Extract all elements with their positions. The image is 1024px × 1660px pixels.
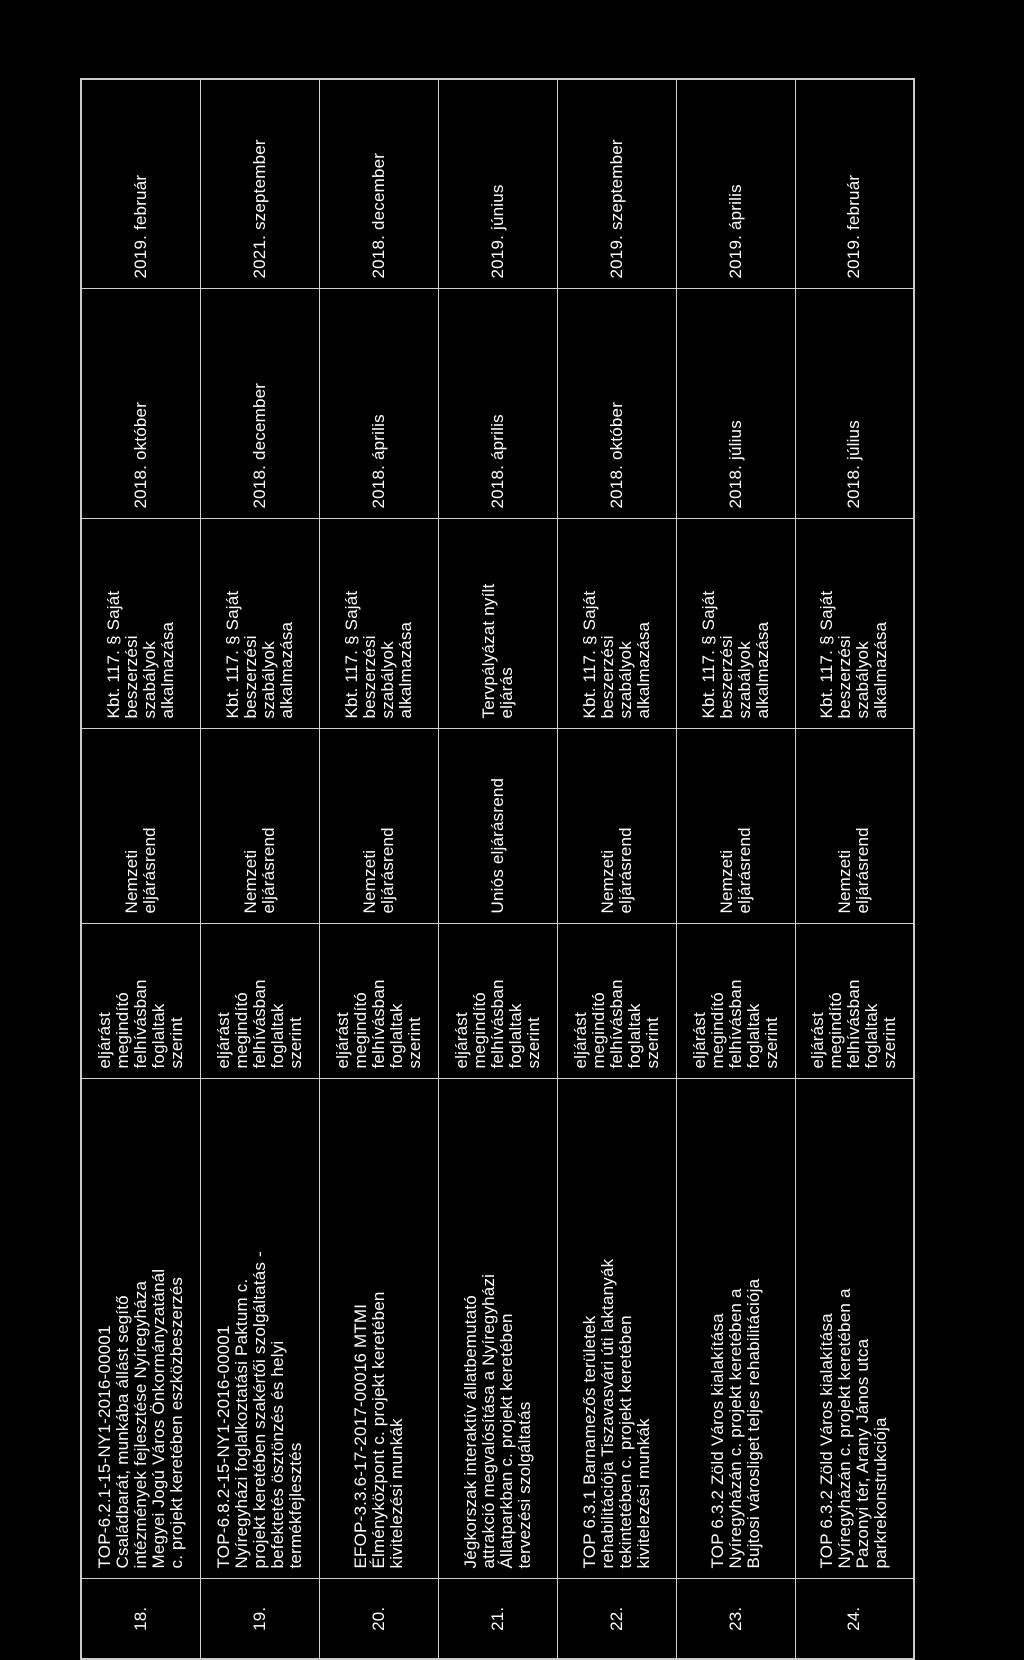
start-date: 2018. július [676, 289, 795, 519]
row-number: 19. [200, 1579, 319, 1659]
row-number: 21. [438, 1579, 557, 1659]
project-name: TOP 6.3.2 Zöld Város kialakítása Nyíregyházán c. projekt keretében a Pazonyi tér, Arany János utca parkrekonstrukciója [795, 1079, 914, 1579]
procedure-regime: Uniós eljárásrend [438, 729, 557, 924]
procedure-basis: eljárást megindító felhívásban foglaltak szerint [200, 924, 319, 1079]
procedure-type: Tervpályázat nyílt eljárás [438, 519, 557, 729]
procedure-regime: Nemzeti eljárásrend [795, 729, 914, 924]
table-row [200, 79, 319, 1659]
table-row [557, 79, 676, 1659]
end-date: 2019. június [438, 79, 557, 289]
end-date: 2019. szeptember [557, 79, 676, 289]
row-number: 20. [319, 1579, 438, 1659]
project-name: TOP-6.2.1-15-NY1-2016-00001 Családbarát, munkába állást segítő intézmények fejlesztése Nyíregyháza Megyei Jogú Város Önkormányzatánál c. projekt keretében eszközbeszerzés [81, 1079, 200, 1579]
procedure-regime: Nemzeti eljárásrend [319, 729, 438, 924]
project-name: TOP 6.3.1 Barnamezős területek rehabilitációja Tiszavasvári úti laktanyák tekintetében c. projekt keretében kivitelezési munkák [557, 1079, 676, 1579]
start-date: 2018. április [319, 289, 438, 519]
procedure-type: Kbt. 117. § Saját beszerzési szabályok alkalmazása [795, 519, 914, 729]
row-number: 24. [795, 1579, 914, 1659]
procedure-basis: eljárást megindító felhívásban foglaltak szerint [81, 924, 200, 1079]
project-name: TOP-6.8.2-15-NY1-2016-00001 Nyíregyházi foglalkoztatási Paktum c. projekt keretében szakértői szolgáltatás - befektetés ösztönzés és helyi termékfejlesztés [200, 1079, 319, 1579]
procedure-regime: Nemzeti eljárásrend [200, 729, 319, 924]
end-date: 2019. február [81, 79, 200, 289]
table-row [676, 79, 795, 1659]
procedure-type: Kbt. 117. § Saját beszerzési szabályok alkalmazása [676, 519, 795, 729]
row-number: 22. [557, 1579, 676, 1659]
table-row [319, 79, 438, 1659]
procedure-basis: eljárást megindító felhívásban foglaltak szerint [557, 924, 676, 1079]
procedure-regime: Nemzeti eljárásrend [557, 729, 676, 924]
end-date: 2018. december [319, 79, 438, 289]
procedure-regime: Nemzeti eljárásrend [676, 729, 795, 924]
procedure-regime: Nemzeti eljárásrend [81, 729, 200, 924]
row-number: 23. [676, 1579, 795, 1659]
start-date: 2018. október [81, 289, 200, 519]
end-date: 2021. szeptember [200, 79, 319, 289]
table-row [438, 79, 557, 1659]
row-number: 18. [81, 1579, 200, 1659]
procurement-table-page [80, 80, 915, 1660]
project-name: Jégkorszak interaktív állatbemutató attrakció megvalósítása a Nyíregyházi Állatparkban c. projekt keretében tervezési szolgáltatás [438, 1079, 557, 1579]
project-name: TOP 6.3.2 Zöld Város kialakítása Nyíregyházán c. projekt keretében a Bujtosi városliget teljes rehabilitációja [676, 1079, 795, 1579]
procurement-table [80, 78, 915, 1660]
procedure-basis: eljárást megindító felhívásban foglaltak szerint [319, 924, 438, 1079]
start-date: 2018. december [200, 289, 319, 519]
procedure-basis: eljárást megindító felhívásban foglaltak szerint [438, 924, 557, 1079]
procedure-type: Kbt. 117. § Saját beszerzési szabályok alkalmazása [81, 519, 200, 729]
table-row [795, 79, 914, 1659]
end-date: 2019. február [795, 79, 914, 289]
end-date: 2019. április [676, 79, 795, 289]
table-row [81, 79, 200, 1659]
start-date: 2018. október [557, 289, 676, 519]
procedure-type: Kbt. 117. § Saját beszerzési szabályok alkalmazása [200, 519, 319, 729]
project-name: EFOP-3.3.6-17-2017-00016 MTMI Élményközpont c. projekt keretében kivitelezési munkák [319, 1079, 438, 1579]
start-date: 2018. július [795, 289, 914, 519]
procedure-type: Kbt. 117. § Saját beszerzési szabályok alkalmazása [319, 519, 438, 729]
procedure-basis: eljárást megindító felhívásban foglaltak szerint [795, 924, 914, 1079]
procedure-basis: eljárást megindító felhívásban foglaltak szerint [676, 924, 795, 1079]
procedure-type: Kbt. 117. § Saját beszerzési szabályok alkalmazása [557, 519, 676, 729]
start-date: 2018. április [438, 289, 557, 519]
